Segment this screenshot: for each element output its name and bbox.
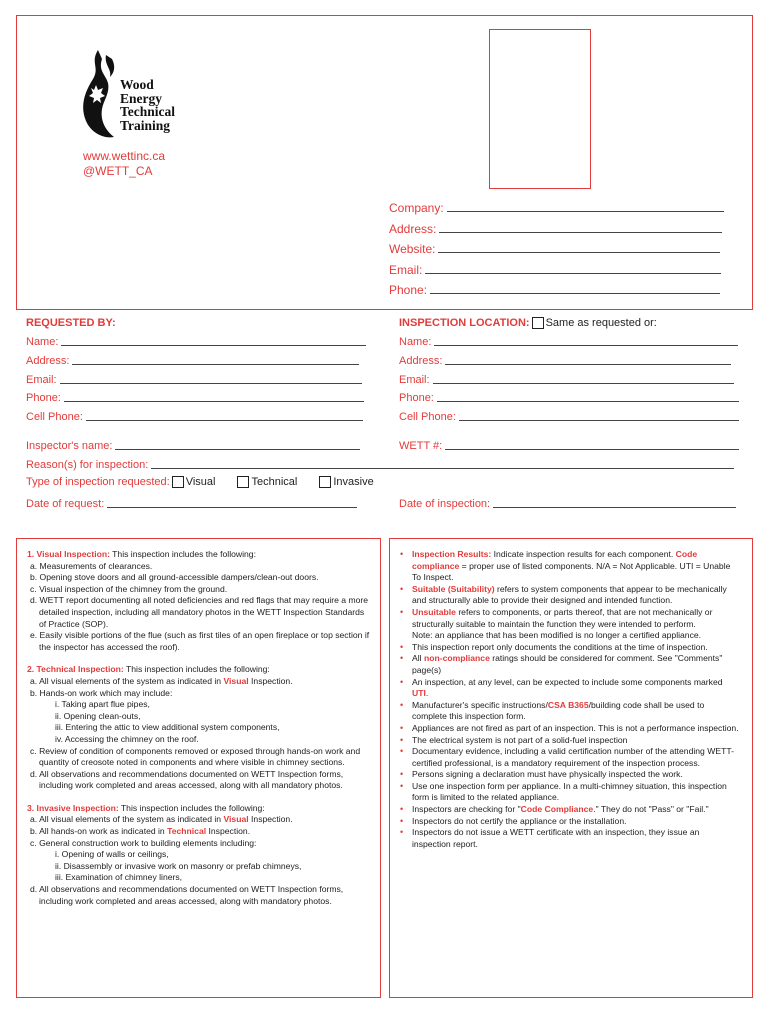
note-item: • Inspectors are checking for "Code Compliance." They do not "Pass" or "Fail." [400,804,709,815]
loc-name-field: Name: [399,334,738,348]
visual-inspection-section: 1. Visual Inspection: This inspection includes the following: a. Measurements of clearances. b. Opening stove doors and all ground-accessible dampers/clean-out doors. c. Visual inspection of the chimney from the ground. d. WETT report documenting all noted deficiencies and red flags that may require a more detailed inspection, including all mandatory photos in the WETT Inspection Standards of Practice (SOP). e. Easily visible portions of the flue (such as first tiles of an open fireplace or top section if the inspector has accessed the roof). [27,549,370,652]
same-as-checkbox[interactable] [532,317,544,329]
photo-placeholder [489,29,591,189]
req-address-field: Address: [26,353,359,367]
loc-email-field: Email: [399,372,734,386]
address-field: Address: [389,215,724,235]
inspector-name-field: Inspector's name: [26,438,360,452]
req-cell-field: Cell Phone: [26,409,363,423]
twitter-handle[interactable]: @WETT_CA [83,164,153,178]
website-field: Website: [389,236,724,256]
technical-option-label: Technical [251,476,298,488]
note-item: • All non-compliance ratings should be considered for comment. See "Comments" page(s) [400,653,723,675]
note-item: • Documentary evidence, including a valid certification number of the attending WETT-certified professional, is a mandatory requirement of the inspection process. [400,746,734,768]
note-item: • Unsuitable refers to components, or parts thereof, that are not mechanically or structurally suitable to maintain the function they were intended to perform. Note: an appliance that has been modified is no longer a certified appliance. [400,606,713,641]
date-of-inspection-field: Date of inspection: [399,496,736,510]
invasive-inspection-section: 3. Invasive Inspection: This inspection includes the following: a. All visual elements of the system as indicated in Visual Inspection. b. All hands-on work as indicated in Technical Inspection. c. General construction work to building elements including: i. Opening of walls or ceilings, ii. Disassembly or invasive work on masonry or prefab chimneys, iii. Examination of chimney liners, d. All observations and recommendations documented on WETT Inspection forms, including work completed and areas accessed, along with mandatory photos. [27,802,344,906]
note-item: • Suitable (Suitability) refers to system components that appear to be mechanically and structurally able to provide their designed and intended function. [400,583,727,606]
note-item: • An inspection, at any level, can be expected to include some components marked UTI. [400,676,723,699]
website-link[interactable]: www.wettinc.ca [83,149,166,163]
inspection-notes-box [389,538,753,998]
same-as-label: Same as requested or: [545,317,657,329]
inspection-levels-box [16,538,381,998]
note-item: • Inspection Results: Indicate inspection results for each component. Code compliance = proper use of listed components. N/A = Not Applicable. UTI = Unable To Inspect. [400,549,731,583]
req-name-field: Name: [26,334,366,348]
company-fields [389,195,724,297]
invasive-option-label: Invasive [333,476,374,488]
note-item: • Manufacturer's specific instructions/CSA B365/building code shall be used to complete this inspection form. [400,699,705,722]
inspection-type-row: Type of inspection requested: Visual Technical Invasive [26,476,374,488]
note-item: • The electrical system is not part of a solid-fuel inspection [400,734,628,745]
phone-field: Phone: [389,277,724,297]
wett-number-field: WETT #: [399,438,739,452]
company-field: Company: [389,195,724,215]
note-item: • Inspectors do not certify the appliance or the installation. [400,815,627,826]
note-item: • Use one inspection form per appliance. In a multi-chimney situation, this inspection form is limited to the related appliance. [400,780,727,803]
note-item: • Persons signing a declaration must have physically inspected the work. [400,769,683,780]
note-item: • This inspection report only documents the conditions at the time of inspection. [400,641,708,652]
technical-inspection-section: 2. Technical Inspection: This inspection includes the following: a. All visual elements of the system as indicated in Visual Inspection. b. Hands-on work which may include: i. Taking apart flue pipes, ii. Opening clean-outs, iii. Entering the attic to view additional system components, iv. Accessing the chimney on the roof. c. Review of condition of components removed or exposed through hands-on work and quantity of creosote noted in components and where visible in chimney sections. d. All observations and recommendations documented on WETT Inspection forms, including work completed and areas accessed, along with all mandatory photos. [27,664,361,791]
loc-phone-field: Phone: [399,390,739,404]
technical-checkbox[interactable] [237,476,249,488]
loc-address-field: Address: [399,353,731,367]
inspection-location-heading: INSPECTION LOCATION: Same as requested or: [399,317,657,329]
req-phone-field: Phone: [26,390,364,404]
reason-field: Reason(s) for inspection: [26,457,734,471]
visual-checkbox[interactable] [172,476,184,488]
req-email-field: Email: [26,372,362,386]
logo-wordmark: Wood Energy Technical Training [120,77,176,133]
visual-option-label: Visual [185,476,216,488]
invasive-checkbox[interactable] [319,476,331,488]
date-of-request-field: Date of request: [26,496,357,510]
note-item: • Inspectors do not issue a WETT certificate with an inspection, they issue an inspection report. [400,827,700,849]
requested-by-heading: REQUESTED BY: [26,317,116,329]
loc-cell-field: Cell Phone: [399,409,739,423]
note-item: • Appliances are not fired as part of an inspection. This is not a performance inspection. [400,722,739,733]
email-field: Email: [389,256,724,276]
contact-links [83,149,165,179]
